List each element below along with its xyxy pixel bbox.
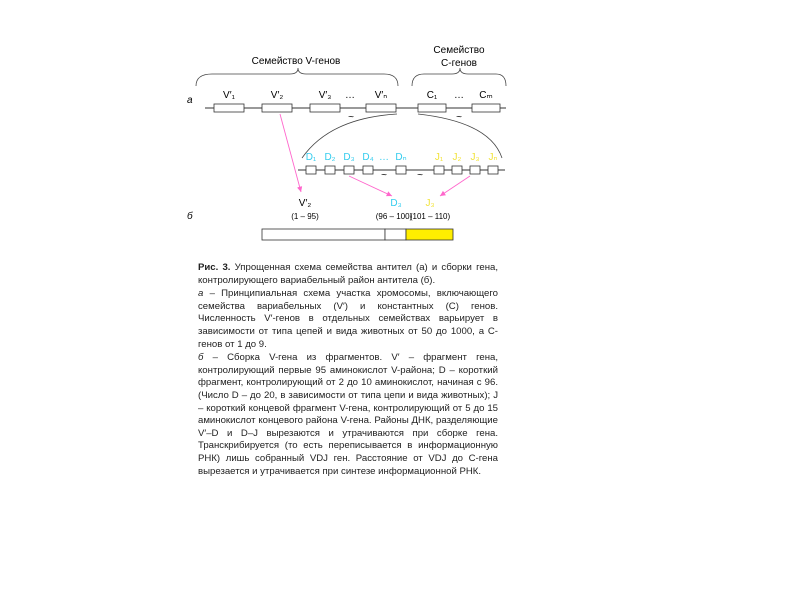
caption-title-paragraph: [198, 262, 498, 287]
v-gene-box-3: [310, 104, 340, 112]
v-gene-label-2: V′₂: [270, 90, 284, 101]
assembled-j-range: (101 – 110): [409, 212, 451, 221]
v-family-brace: [196, 68, 398, 86]
d-gene-label-n: Dₙ: [395, 152, 407, 163]
gene-assembly-diagram: [0, 0, 800, 260]
caption-b-text: – Сборка V-гена из фрагментов. V′ – фрагмент гена, контролирующий первые 95 аминокислот V-района; D – короткий фрагмент, контролирующий от 2 до 10 аминокислот, начиная с 96. (Число D – до 20, в зависимости от типа цепи и вида животных); J – короткий концевой фрагмент V-гена, контролирующий от 5 до 15 аминокислот концевого района V-гена. Районы ДНК, разделяющие V′–D и D–J вырезаются и утрачиваются при сборке гена. Транскрибируется (то есть переписывается в информационную РНК) лишь собранный VDJ ген. Расстояние от VDJ до С-гена вырезается и утрачивается при синтезе информационной РНК.: [198, 352, 498, 477]
c-family-label-line2: С-генов: [441, 58, 477, 69]
c-family-label-line1: Семейство: [433, 45, 485, 56]
v-gene-box-n: [366, 104, 396, 112]
v-gene-label-1: V′₁: [223, 90, 235, 101]
j-gene-label-1: J₁: [434, 152, 444, 163]
d-gene-box-1: [306, 166, 316, 174]
caption-title-text: Упрощенная схема семейства антител (а) и сборки гена, контролирующего вариабельный район антитела (б).: [198, 262, 498, 286]
j-gene-label-2: J₂: [452, 152, 462, 163]
assembled-d-segment: [385, 229, 406, 240]
d-gene-box-n: [396, 166, 406, 174]
caption-a-text: – Принципиальная схема участка хромосомы, включающего семейства вариабельных (V′) и константных (С) генов. Численность V′-генов в отдельных семействах варьирует в зависимости от типа цепей и вида животных от 50 до 1000, а С-генов от 1 до 9.: [198, 288, 498, 350]
j-gene-label-n: Jₙ: [488, 152, 498, 163]
j-gene-box-2: [452, 166, 462, 174]
c-gene-label-m: Cₘ: [479, 90, 493, 101]
d-gene-label-4: D₄: [362, 152, 374, 163]
caption-b-label: б: [198, 352, 204, 364]
dj-tilde-2: ~: [417, 170, 423, 181]
caption-part-a: [198, 288, 498, 351]
panel-b-label: б: [187, 211, 193, 222]
assembled-d-label: D₃: [390, 198, 402, 209]
d-gene-box-2: [325, 166, 335, 174]
c-gene-box-m: [472, 104, 500, 112]
caption-part-b: [198, 352, 498, 478]
c-gene-row: [418, 90, 500, 123]
c-gene-label-1: C₁: [426, 90, 438, 101]
arrow-v-to-assembly: [280, 114, 301, 192]
assembled-v-label: V′₂: [298, 198, 312, 209]
panel-a-label: а: [187, 95, 193, 106]
c-tilde: ~: [456, 112, 462, 123]
v-gene-ellipsis: …: [345, 90, 355, 101]
dj-tilde-1: ~: [381, 170, 387, 181]
j-gene-box-n: [488, 166, 498, 174]
j-gene-box-3: [470, 166, 480, 174]
v-gene-label-3: V′₃: [318, 90, 332, 101]
c-gene-box-1: [418, 104, 446, 112]
d-gene-box-3: [344, 166, 354, 174]
assembled-j-segment: [406, 229, 453, 240]
assembled-j-label: J₃: [425, 198, 435, 209]
arrow-j-to-assembly: [440, 176, 470, 196]
v-gene-label-n: V′ₙ: [374, 90, 388, 101]
assembled-d-range: (96 – 100): [375, 212, 413, 221]
j-gene-label-3: J₃: [470, 152, 480, 163]
v-gene-box-2: [262, 104, 292, 112]
j-gene-box-1: [434, 166, 444, 174]
c-family-brace: [412, 68, 506, 86]
d-gene-row: [306, 152, 423, 181]
c-gene-ellipsis: …: [454, 90, 464, 101]
v-tilde: ~: [348, 112, 354, 123]
caption-a-label: а: [198, 288, 204, 300]
j-gene-row: [434, 152, 498, 174]
d-gene-label-2: D₂: [324, 152, 336, 163]
v-family-label: Семейство V-генов: [251, 56, 341, 67]
assembled-v-segment: [262, 229, 385, 240]
d-gene-label-3: D₃: [343, 152, 355, 163]
assembled-v-range: (1 – 95): [291, 212, 319, 221]
v-gene-box-1: [214, 104, 244, 112]
d-gene-label-1: D₁: [305, 152, 317, 163]
d-gene-box-4: [363, 166, 373, 174]
figure-caption: [198, 262, 498, 479]
d-gene-ellipsis: …: [379, 152, 389, 163]
caption-title: Рис. 3.: [198, 262, 231, 273]
